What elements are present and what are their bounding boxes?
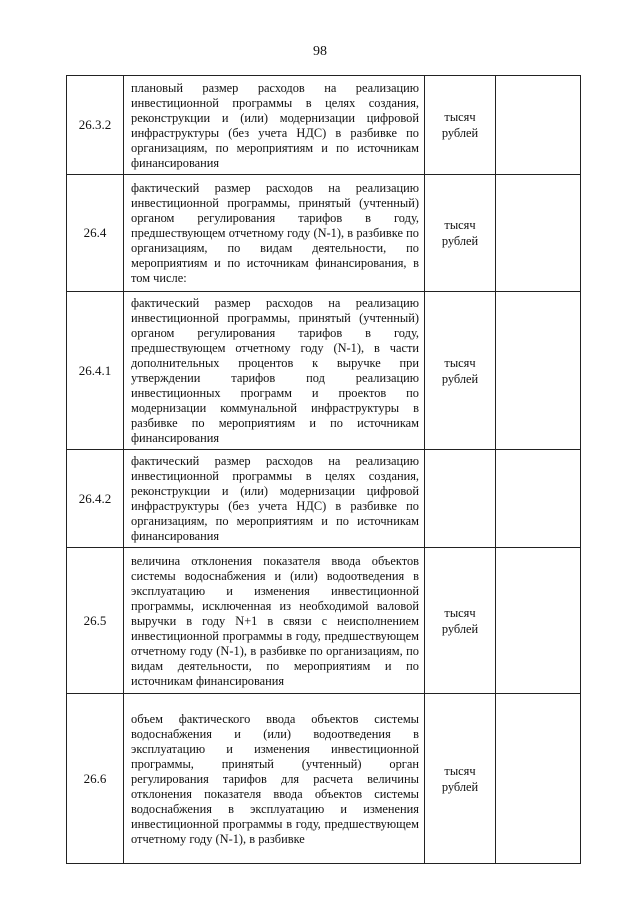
row-description: фактический размер расходов на реализацию инвестиционной программы, принятый (учтенный) органом регулирования тарифов в году, предшествующем отчетному году (N-1), в части дополнительных процентов к выручке при утверждении тарифов под реализацию инвестиционных программ и проектов по модернизации коммунальной инфраструктуры в разбивке по мероприятиям и по источникам финансирования <box>124 292 425 450</box>
row-unit <box>425 548 496 694</box>
row-value-cell <box>496 548 581 694</box>
unit-line: тысяч <box>444 763 476 778</box>
row-value-cell <box>496 76 581 175</box>
row-code: 26.4 <box>67 175 124 292</box>
table-row <box>67 548 581 694</box>
row-code: 26.3.2 <box>67 76 124 175</box>
table-row <box>67 175 581 292</box>
unit-line: рублей <box>441 371 479 386</box>
row-unit <box>425 175 496 292</box>
table-row <box>67 694 581 864</box>
unit-line: рублей <box>441 126 479 140</box>
table-row <box>67 292 581 450</box>
indicator-table <box>66 75 581 864</box>
page-number: 98 <box>313 44 327 59</box>
row-unit <box>425 292 496 450</box>
unit-line: тысяч <box>444 218 476 232</box>
row-value-cell <box>496 292 581 450</box>
row-unit <box>425 76 496 175</box>
unit-line: рублей <box>441 621 479 636</box>
row-code: 26.6 <box>67 694 124 864</box>
row-value-cell <box>496 694 581 864</box>
row-unit <box>425 694 496 864</box>
row-code: 26.5 <box>67 548 124 694</box>
table-row <box>67 450 581 548</box>
row-description: фактический размер расходов на реализацию инвестиционной программы в целях создания, реконструкции и (или) модернизации цифровой инфраструктуры (без учета НДС) в разбивке по организациям, по мероприятиям и по источникам финансирования <box>124 450 425 548</box>
unit-line: тысяч <box>444 355 476 370</box>
row-value-cell <box>496 175 581 292</box>
row-description: величина отклонения показателя ввода объектов системы водоснабжения и (или) водоотведения в эксплуатацию и изменения инвестиционной программы, исключенная из необходимой валовой выручки в году N+1 в связи с неисполнением инвестиционной программы в году, предшествующем отчетному году (N-1), в разбивке по организациям, по видам деятельности, по мероприятиям и по источникам финансирования <box>124 548 425 694</box>
row-unit <box>425 450 496 548</box>
table-row <box>67 76 581 175</box>
row-value-cell <box>496 450 581 548</box>
unit-line: тысяч <box>444 605 476 620</box>
row-description: объем фактического ввода объектов системы водоснабжения и (или) водоотведения в эксплуатацию и изменения инвестиционной программы, принятый (учтенный) орган регулирования тарифов для расчета величины отклонения показателя ввода объектов системы водоснабжения в эксплуатацию и изменения инвестиционной программы в году, предшествующем отчетному году (N-1), в разбивке <box>124 694 425 864</box>
row-description: плановый размер расходов на реализацию инвестиционной программы в целях создания, реконструкции и (или) модернизации цифровой инфраструктуры (без учета НДС) в разбивке по организациям, по мероприятиям и по источникам финансирования <box>124 76 425 175</box>
row-description: фактический размер расходов на реализацию инвестиционной программы, принятый (учтенный) органом регулирования тарифов в году, предшествующем отчетному году (N-1), в разбивке по организациям, по видам деятельности, по мероприятиям и по источникам финансирования, в том числе: <box>124 175 425 292</box>
unit-line: рублей <box>441 234 479 248</box>
unit-line: тысяч <box>444 110 476 124</box>
unit-line: рублей <box>441 779 479 794</box>
row-code: 26.4.1 <box>67 292 124 450</box>
row-code: 26.4.2 <box>67 450 124 548</box>
